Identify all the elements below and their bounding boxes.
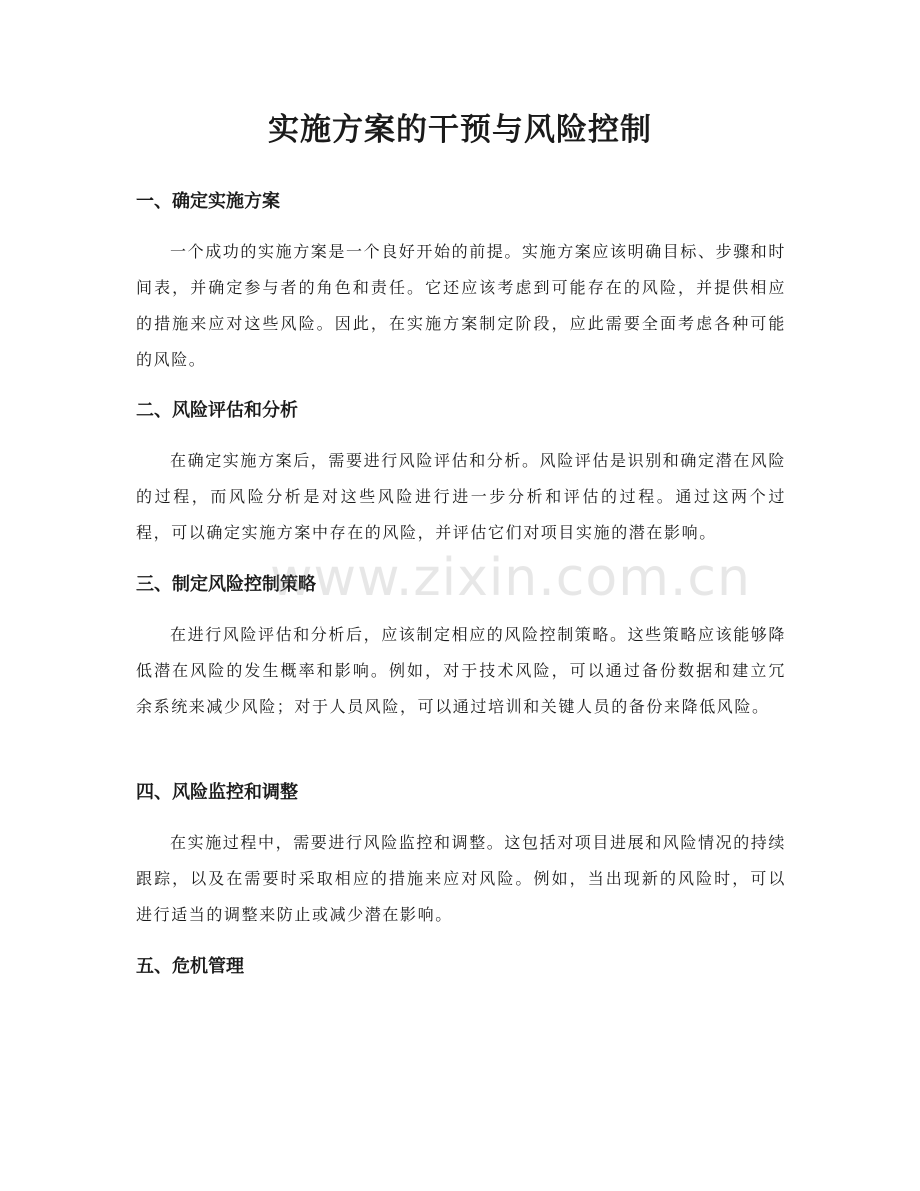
section-heading-1: 一、确定实施方案: [136, 191, 280, 212]
watermark: www.zixin.com.cn: [270, 548, 751, 608]
section-paragraph-1: 一个成功的实施方案是一个良好开始的前提。实施方案应该明确目标、步骤和时间表，并确定参与者的角色和责任。它还应该考虑到可能存在的风险，并提供相应的措施来应对这些风险。因此，在实施方案制定阶段，应此需要全面考虑各种可能的风险。: [136, 242, 787, 369]
page-title: 实施方案的干预与风险控制: [268, 112, 652, 148]
section-heading-4: 四、风险监控和调整: [136, 782, 298, 803]
section-heading-3: 三、制定风险控制策略: [136, 574, 316, 595]
section-heading-5: 五、危机管理: [136, 956, 244, 977]
section-paragraph-2: 在确定实施方案后，需要进行风险评估和分析。风险评估是识别和确定潜在风险的过程，而风险分析是对这些风险进行进一步分析和评估的过程。通过这两个过程，可以确定实施方案中存在的风险，并评估它们对项目实施的潜在影响。: [136, 451, 787, 542]
section-heading-2: 二、风险评估和分析: [136, 400, 298, 421]
section-paragraph-3: 在进行风险评估和分析后，应该制定相应的风险控制策略。这些策略应该能够降低潜在风险的发生概率和影响。例如，对于技术风险，可以通过备份数据和建立冗余系统来减少风险；对于人员风险，可以通过培训和关键人员的备份来降低风险。: [136, 625, 787, 716]
section-paragraph-4: 在实施过程中，需要进行风险监控和调整。这包括对项目进展和风险情况的持续跟踪，以及在需要时采取相应的措施来应对风险。例如，当出现新的风险时，可以进行适当的调整来防止或减少潜在影响。: [136, 833, 787, 924]
